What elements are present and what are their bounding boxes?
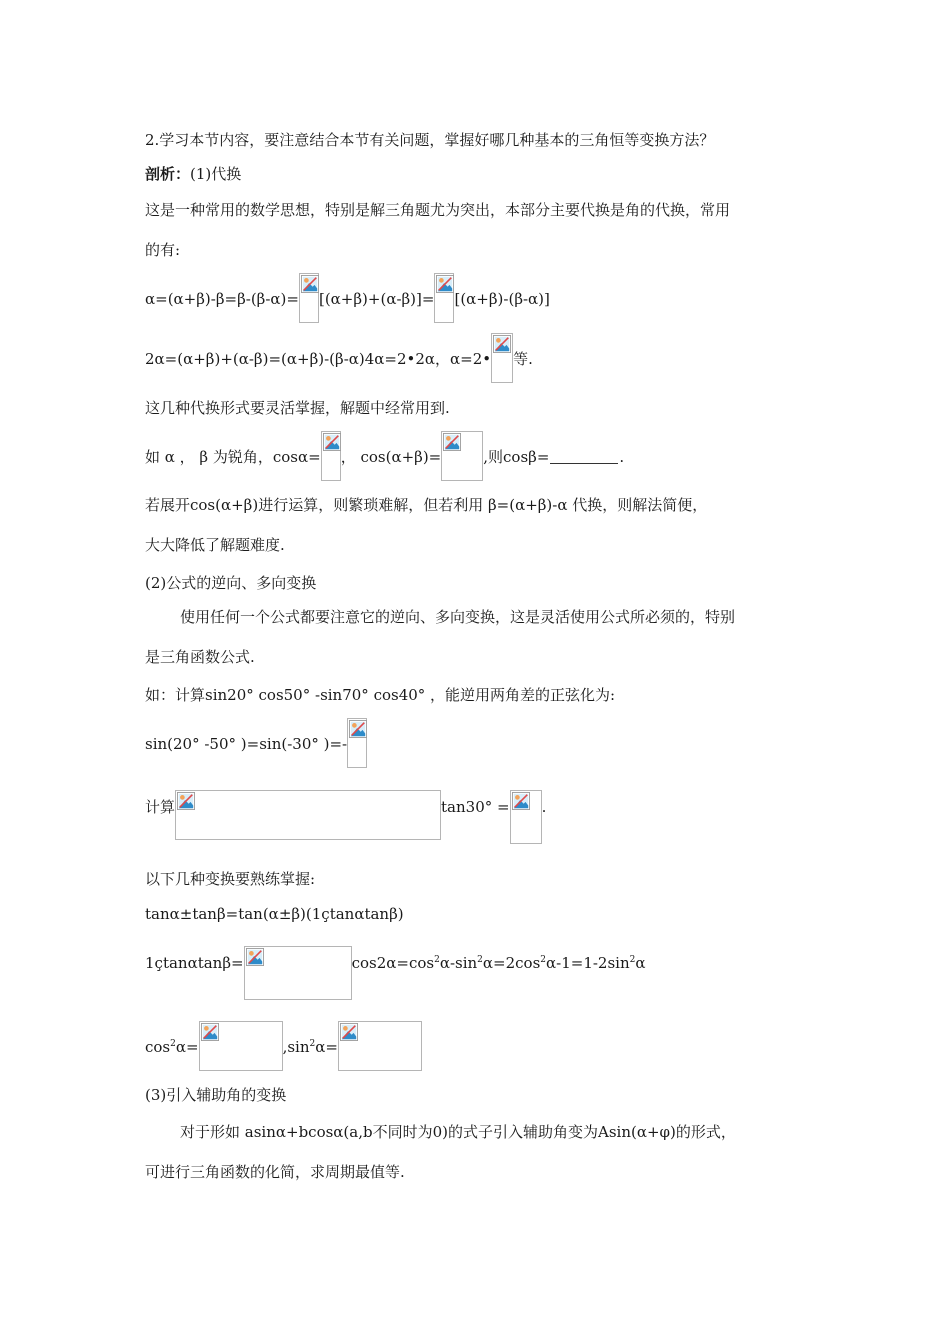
formula-image [347,718,367,768]
paragraph-2: 这几种代换形式要灵活掌握，解题中经常用到. [145,399,450,417]
example-3: 计算 tan30° = . [145,790,546,844]
broken-image-icon [512,792,530,810]
broken-image-icon [246,948,264,966]
paragraph-4b: 是三角函数公式. [145,648,255,666]
section-2-title: (2)公式的逆向、多向变换 [145,574,317,592]
formula-1: α=(α+β)-β=β-(β-α)= [(α+β)+(α-β)]= [(α+β)-(β-α)] [145,273,550,323]
broken-image-icon [349,720,367,738]
formula-image [244,946,352,1000]
paragraph-1a: 这是一种常用的数学思想，特别是解三角题尤为突出，本部分主要代换是角的代换，常用 [145,201,731,219]
analysis-heading [145,164,241,184]
question-2: 2.学习本节内容，要注意结合本节有关问题，掌握好哪几种基本的三角恒等变换方法？ [145,131,715,149]
answer-blank [550,449,618,464]
formula-image [321,431,341,481]
formula-image [338,1021,422,1071]
paragraph-6b: 可进行三角函数的化简，求周期最值等. [145,1163,405,1181]
paragraph-4a: 使用任何一个公式都要注意它的逆向、多向变换，这是灵活使用公式所必须的，特别 [180,608,736,626]
paragraph-3a: 若展开cos(α+β)进行运算，则繁琐难解，但若利用 β=(α+β)-α 代换，则解法简便， [145,496,708,514]
broken-image-icon [301,275,319,293]
formula-2: 2α=(α+β)+(α-β)=(α+β)-(β-α)4α=2•2α，α=2• 等. [145,333,533,383]
double-angle-cos: $\cos 2\alpha=\cos^2\alpha-\sin^2\alpha=2\cos^2\alpha-1=1-2\sin^2\alpha$ [351,954,646,972]
formula-image [299,273,319,323]
formula-image [441,431,483,481]
example-1: 如 α ， β 为锐角，cosα= ， cos(α+β)= ,则cosβ= . [145,431,624,481]
example-2: 如：计算sin20° cos50° -sin70° cos40° ，能逆用两角差的正弦化为: [145,686,616,704]
broken-image-icon [443,433,461,451]
formula-image [510,790,542,844]
formula-image [491,333,513,383]
paragraph-1b: 的有: [145,241,181,259]
tan-formula-1: tanα±tanβ=tan(α±β)(1çtanαtanβ) [145,905,404,923]
analysis-label: 剖析： [145,165,191,183]
paragraph-3b: 大大降低了解题难度. [145,536,285,554]
paragraph-5: 以下几种变换要熟练掌握: [145,870,316,888]
section-1-title: (1)代换 [190,165,242,183]
formula-image [175,790,441,840]
broken-image-icon [436,275,454,293]
tan-formula-2: 1çtanαtanβ= $\cos 2\alpha=\cos^2\alpha-\sin^2\alpha=2\cos^2\alpha-1=1-2\sin^2\alpha$ [145,946,646,1000]
formula-image [199,1021,283,1071]
broken-image-icon [201,1023,219,1041]
paragraph-6a: 对于形如 asinα+bcosα(a,b不同时为0)的式子引入辅助角变为Asin(α+φ)的形式， [180,1123,736,1141]
broken-image-icon [493,335,511,353]
broken-image-icon [340,1023,358,1041]
power-reduction: $\cos^2\alpha=$ $,\sin^2\alpha=$ [145,1021,422,1071]
section-3-title: (3)引入辅助角的变换 [145,1086,287,1104]
example-2-result: sin(20° -50° )=sin(-30° )=- [145,718,367,768]
broken-image-icon [177,792,195,810]
formula-image [434,273,454,323]
broken-image-icon [323,433,341,451]
